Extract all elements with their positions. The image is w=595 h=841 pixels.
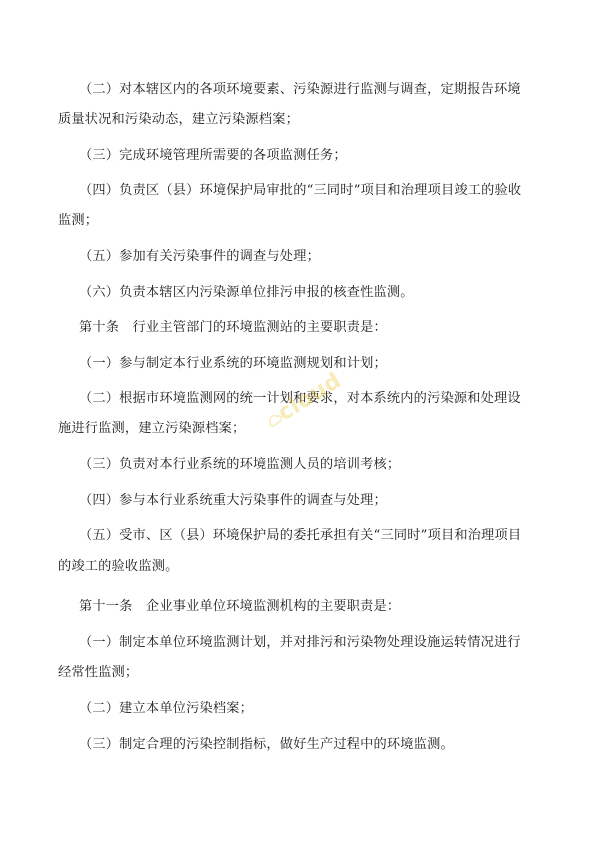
paragraph-line: （一）参与制定本行业系统的环境监测规划和计划； — [79, 356, 387, 371]
paragraph-line: （二）对本辖区内的各项环境要素、污染源进行监测与调查，定期报告环境 — [79, 82, 521, 97]
paragraph-line: （二）建立本单位污染档案； — [79, 701, 254, 716]
paragraph-line: 经常性监测； — [58, 665, 139, 680]
paragraph-line: （五）受市、区（县）环境保护局的委托承担有关“三同时”项目和治理项目 — [79, 528, 522, 543]
paragraph-line: （三）完成环境管理所需要的各项监测任务； — [79, 148, 347, 163]
paragraph-line: （四）负责区（县）环境保护局审批的“三同时”项目和治理项目竣工的验收 — [79, 183, 522, 198]
watermark — [255, 363, 349, 448]
paragraph-line: 的竣工的验收监测。 — [58, 559, 179, 574]
paragraph-line: 质量状况和污染动态，建立污染源档案； — [58, 112, 299, 127]
paragraph-line: （三）制定合理的污染控制指标，做好生产过程中的环境监测。 — [79, 737, 454, 752]
paragraph-line: （三）负责对本行业系统的环境监测人员的培训考核； — [79, 457, 401, 472]
paragraph-line: 监测； — [58, 213, 99, 228]
article-heading: 第十一条 企业事业单位环境监测机构的主要职责是： — [79, 599, 401, 614]
paragraph-line: （一）制定本单位环境监测计划，并对排污和污染物处理设施运转情况进行 — [79, 635, 521, 650]
paragraph-line: 施进行监测，建立污染源档案； — [58, 421, 246, 436]
article-heading: 第十条 行业主管部门的环境监测站的主要职责是： — [79, 320, 387, 335]
paragraph-line: （五）参加有关污染事件的调查与处理； — [79, 249, 320, 264]
paragraph-line: （四）参与本行业系统重大污染事件的调查与处理； — [79, 493, 387, 508]
paragraph-line: （六）负责本辖区内污染源单位排污申报的核查性监测。 — [79, 285, 414, 300]
paragraph-line: （二）根据市环境监测网的统一计划和要求，对本系统内的污染源和处理设 — [79, 391, 521, 406]
watermark-text: cloud — [273, 368, 346, 427]
